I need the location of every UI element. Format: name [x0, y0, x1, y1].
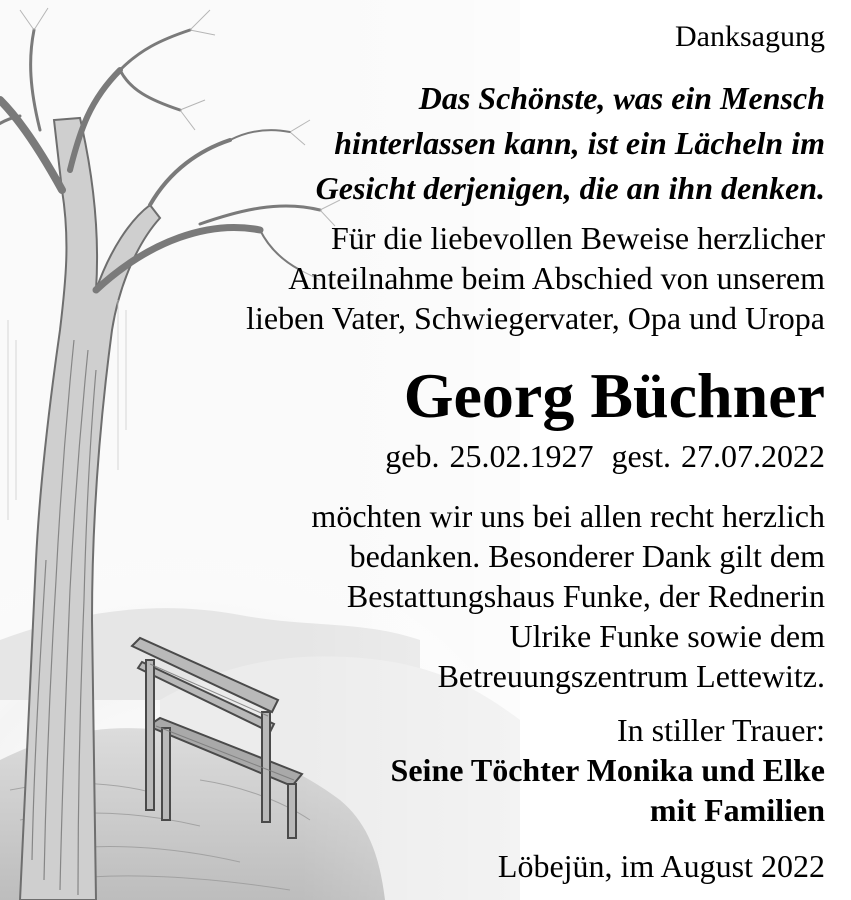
- quote-line: Gesicht derjenigen, die an ihn denken.: [315, 170, 825, 206]
- heading-danksagung: Danksagung: [675, 20, 825, 53]
- intro-line: Anteilnahme beim Abschied von unserem: [288, 260, 825, 296]
- birth-date: geb. 25.02.1927: [385, 438, 594, 474]
- thanks-line: bedanken. Besonderer Dank gilt dem: [349, 538, 825, 574]
- intro-line: Für die liebevollen Beweise herzlicher: [330, 220, 825, 256]
- thanks-line: Bestattungshaus Funke, der Rednerin: [346, 578, 825, 614]
- thanks-line: Betreuungszentrum Lettewitz.: [437, 658, 825, 694]
- deceased-name: Georg Büchner: [403, 360, 825, 431]
- intro-line: lieben Vater, Schwiegervater, Opa und Uropa: [246, 300, 825, 336]
- family-line: Seine Töchter Monika und Elke: [390, 752, 825, 788]
- mourners-block: [391, 710, 825, 830]
- thanks-line: möchten wir uns bei allen recht herzlich: [311, 498, 825, 534]
- quote-line: hinterlassen kann, ist ein Lächeln im: [334, 125, 825, 161]
- quote: [316, 76, 825, 211]
- mourning-label: In stiller Trauer:: [617, 712, 825, 748]
- death-date: gest. 27.07.2022: [611, 438, 825, 474]
- quote-line: Das Schönste, was ein Mensch: [418, 80, 825, 116]
- intro-text: [246, 218, 825, 338]
- thanks-text: [311, 496, 825, 696]
- life-dates: [385, 436, 825, 476]
- thanks-line: Ulrike Funke sowie dem: [509, 618, 825, 654]
- place-date: Löbejün, im August 2022: [497, 848, 825, 884]
- family-line: mit Familien: [649, 792, 825, 828]
